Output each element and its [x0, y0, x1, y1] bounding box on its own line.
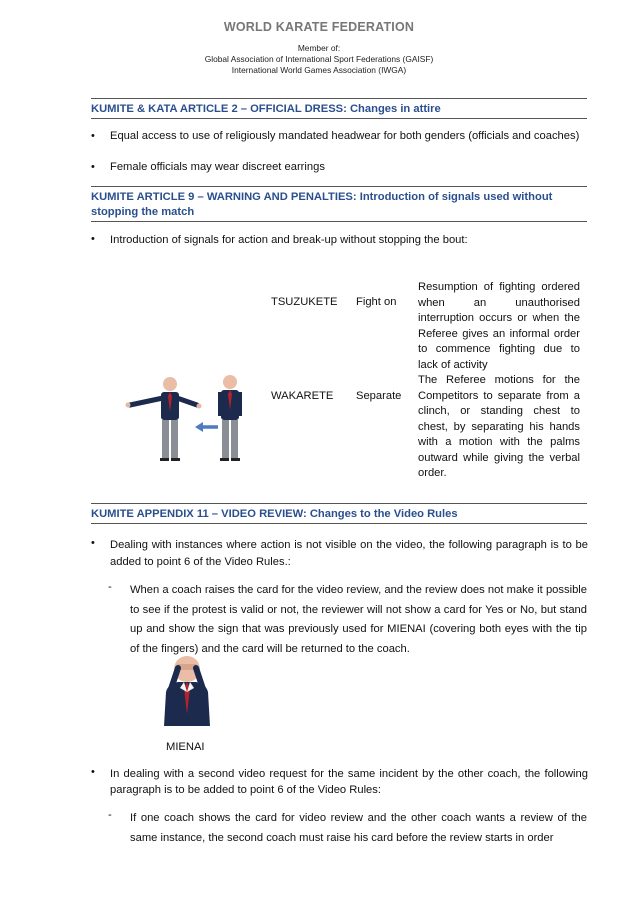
signal-term-wakarete: WAKARETE — [271, 390, 334, 402]
section1-rule-bottom — [91, 118, 587, 119]
signal-desc-wakarete: The Referee motions for the Competitors to separate from a clinch, or standing chest to chest, by separating his hands with a motion with the palms outward while giving the verbal order. — [418, 374, 580, 479]
iwga-membership: International World Games Association (IWGA) — [231, 65, 407, 75]
member-of-label: Member of: — [297, 43, 341, 53]
signal-meaning-separate: Separate — [356, 390, 402, 402]
section1-bullet-2: Female officials may wear discreet earrings — [110, 161, 325, 173]
section1-bullet-1: Equal access to use of religiously mandated headwear for both genders (officials and coaches) — [110, 130, 580, 142]
section3-dash-2: If one coach shows the card for video review and the other coach wants a review of the same instance, the second coach must raise his card before the review starts in order — [130, 812, 587, 844]
section3-bullet-1: Dealing with instances where action is not visible on the video, the following paragraph is to be added to point 6 of the Video Rules.: — [110, 539, 588, 568]
bullet-icon: • — [91, 161, 95, 173]
section1-heading: KUMITE & KATA ARTICLE 2 – OFFICIAL DRESS: Changes in attire — [91, 103, 441, 115]
mienai-referee-illustration — [158, 652, 218, 726]
section2-rule-top — [91, 186, 587, 187]
mienai-caption: MIENAI — [166, 741, 205, 753]
section2-heading: KUMITE ARTICLE 9 – WARNING AND PENALTIES: Introduction of signals used without stopping the match — [91, 191, 553, 218]
section3-heading: KUMITE APPENDIX 11 – VIDEO REVIEW: Changes to the Video Rules — [91, 508, 458, 520]
arrow-left-icon — [195, 422, 218, 432]
federation-title: WORLD KARATE FEDERATION — [223, 20, 415, 34]
dash-marker: - — [108, 809, 112, 821]
section1-rule-top — [91, 98, 587, 99]
signal-term-tsuzukete: TSUZUKETE — [271, 296, 338, 308]
referee-arms-out-figure — [126, 377, 202, 461]
referee-standing-figure — [218, 375, 242, 461]
gaisf-membership: Global Association of International Sport Federations (GAISF) — [204, 54, 434, 64]
bullet-icon: • — [91, 233, 95, 245]
section3-rule-bottom — [91, 523, 587, 524]
section3-bullet-2: In dealing with a second video request for the same incident by the other coach, the following paragraph is to be added to point 6 of the Video Rules: — [110, 768, 588, 796]
wakarete-referee-illustration — [125, 372, 265, 468]
bullet-icon: • — [91, 766, 95, 778]
section2-bullet: Introduction of signals for action and break-up without stopping the bout: — [110, 234, 468, 246]
section3-dash-1: When a coach raises the card for the video review, and the review does not make it possible to see if the protest is valid or not, the reviewer will not show a card for Yes or No, but stand up and show the sign that was previously used for MIENAI (covering both eyes with the tip of the fingers) and the card will be returned to the coach. — [130, 584, 587, 655]
signal-meaning-fight-on: Fight on — [356, 296, 397, 308]
bullet-icon: • — [91, 537, 95, 549]
dash-marker: - — [108, 581, 112, 593]
section3-rule-top — [91, 503, 587, 504]
section2-rule-bottom — [91, 221, 587, 222]
signal-desc-tsuzukete: Resumption of fighting ordered when an unauthorised interruption occurs or when the Referee gives an informal order to commence fighting due to lack of activity — [418, 281, 580, 371]
bullet-icon: • — [91, 130, 95, 142]
